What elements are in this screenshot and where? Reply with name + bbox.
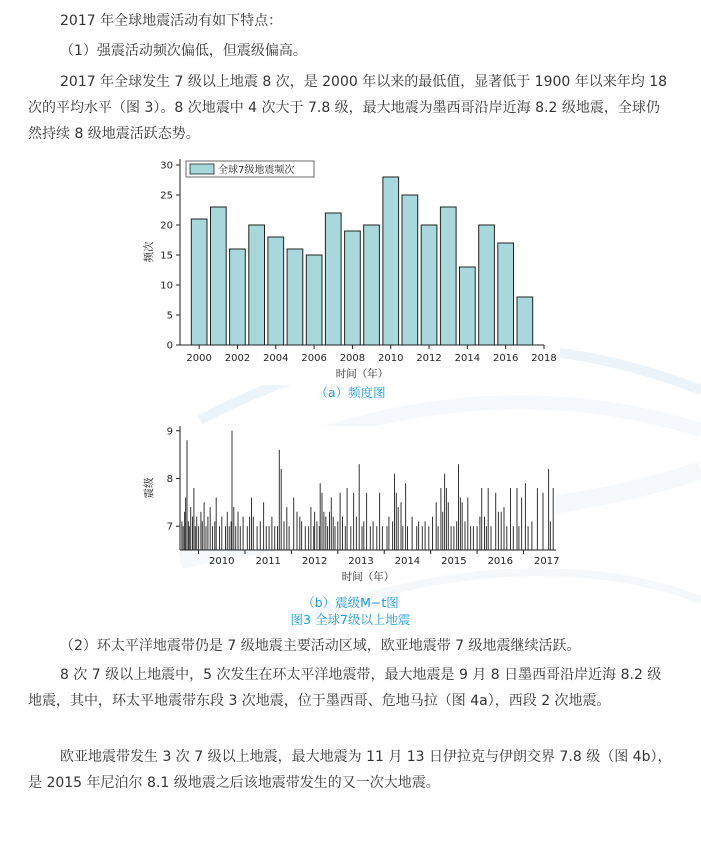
- x-tick-label: 2011: [255, 556, 281, 567]
- y-tick-label: 20: [160, 220, 173, 232]
- legend-label: 全球7级地震频次: [218, 165, 295, 176]
- paragraph-pacific: 8 次 7 级以上地震中，5 次发生在环太平洋地震带，最大地震是 9 月 8 日墨西哥沿岸近海 8.2 级地震，其中，环太平地震带东段 3 次地震，位于墨西哥、危地马拉（图 4a），西段 2 次地震。: [28, 667, 662, 709]
- x-tick-label: 2002: [224, 353, 251, 364]
- paragraph-point-1: 2017 年全球发生 7 级以上地震 8 次，是 2000 年以来的最低值，显著低于 1900 年以来年均 18 次的平均水平（图 3）。8 次地震中 4 次大于 7.8 级，最大地震为墨西哥沿岸近海 8.2 级地震，全球仍然持续 8 级地震活跃态势。: [28, 74, 668, 142]
- bar-2008: [345, 231, 361, 345]
- bar-2001: [211, 207, 227, 345]
- bar-2013: [440, 207, 456, 345]
- magnitude-time-chart: [140, 420, 560, 590]
- y-tick-label: 7: [166, 521, 173, 533]
- bar-2010: [383, 177, 399, 345]
- bar-2015: [479, 225, 495, 345]
- y-tick-label: 0: [166, 340, 173, 352]
- bar-2017: [517, 297, 533, 345]
- x-tick-label: 2000: [186, 353, 212, 364]
- y-tick-label: 15: [160, 250, 173, 262]
- x-axis-label: 时间（年）: [341, 571, 395, 583]
- paragraph-eurasia: 欧亚地震带发生 3 次 7 级以上地震，最大地震为 11 月 13 日伊拉克与伊朗交界 7.8 级（图 4b），是 2015 年尼泊尔 8.1 级地震之后该地震带发生的又一次大地震。: [28, 749, 672, 791]
- x-tick-label: 2010: [209, 556, 235, 567]
- x-tick-label: 2017: [533, 556, 560, 567]
- legend-swatch: [190, 164, 214, 174]
- x-tick-label: 2016: [492, 353, 519, 364]
- bar-2004: [268, 237, 284, 345]
- bar-2011: [402, 195, 418, 345]
- x-tick-label: 2016: [487, 556, 514, 567]
- y-tick-label: 5: [166, 310, 173, 322]
- bar-2007: [325, 213, 341, 345]
- x-tick-label: 2014: [454, 353, 481, 364]
- intro-line: 2017 年全球地震活动有如下特点：: [60, 13, 283, 29]
- point-2-heading: （2）环太平洋地震带仍是 7 级地震主要活动区域，欧亚地震带 7 级地震继续活跃。: [60, 638, 581, 654]
- x-axis-label: 时间（年）: [335, 368, 389, 380]
- x-tick-label: 2015: [441, 556, 467, 567]
- x-tick-label: 2012: [301, 556, 328, 567]
- point-1-heading: （1）强震活动频次偏低，但震级偏高。: [60, 43, 307, 59]
- caption-a: （a）频度图: [315, 385, 386, 400]
- y-tick-label: 10: [160, 280, 173, 292]
- chart-b-plot-area: [180, 426, 556, 550]
- y-tick-label: 9: [166, 426, 173, 438]
- y-tick-label: 25: [160, 190, 173, 202]
- bar-2000: [191, 219, 207, 345]
- bar-2012: [421, 225, 437, 345]
- bar-2003: [249, 225, 265, 345]
- y-tick-label: 30: [160, 160, 173, 172]
- x-tick-label: 2008: [339, 353, 366, 364]
- figure-caption: 图3 全球7级以上地震: [290, 612, 411, 627]
- x-tick-label: 2014: [394, 556, 421, 567]
- x-tick-label: 2018: [531, 353, 557, 364]
- bar-2016: [498, 243, 514, 345]
- bar-2014: [460, 267, 476, 345]
- bar-2005: [287, 249, 303, 345]
- x-tick-label: 2013: [348, 556, 374, 567]
- x-tick-label: 2004: [263, 353, 289, 364]
- caption-b: （b）震级M−t图: [302, 595, 399, 610]
- bar-2002: [230, 249, 246, 345]
- x-tick-label: 2012: [416, 353, 442, 364]
- y-tick-label: 8: [166, 473, 173, 485]
- frequency-bar-chart: [140, 153, 560, 385]
- y-axis-label: 频次: [143, 241, 155, 263]
- bar-2009: [364, 225, 380, 345]
- bar-2006: [306, 255, 322, 345]
- x-tick-label: 2010: [378, 353, 404, 364]
- y-axis-label: 震级: [143, 477, 155, 499]
- x-tick-label: 2006: [301, 353, 327, 364]
